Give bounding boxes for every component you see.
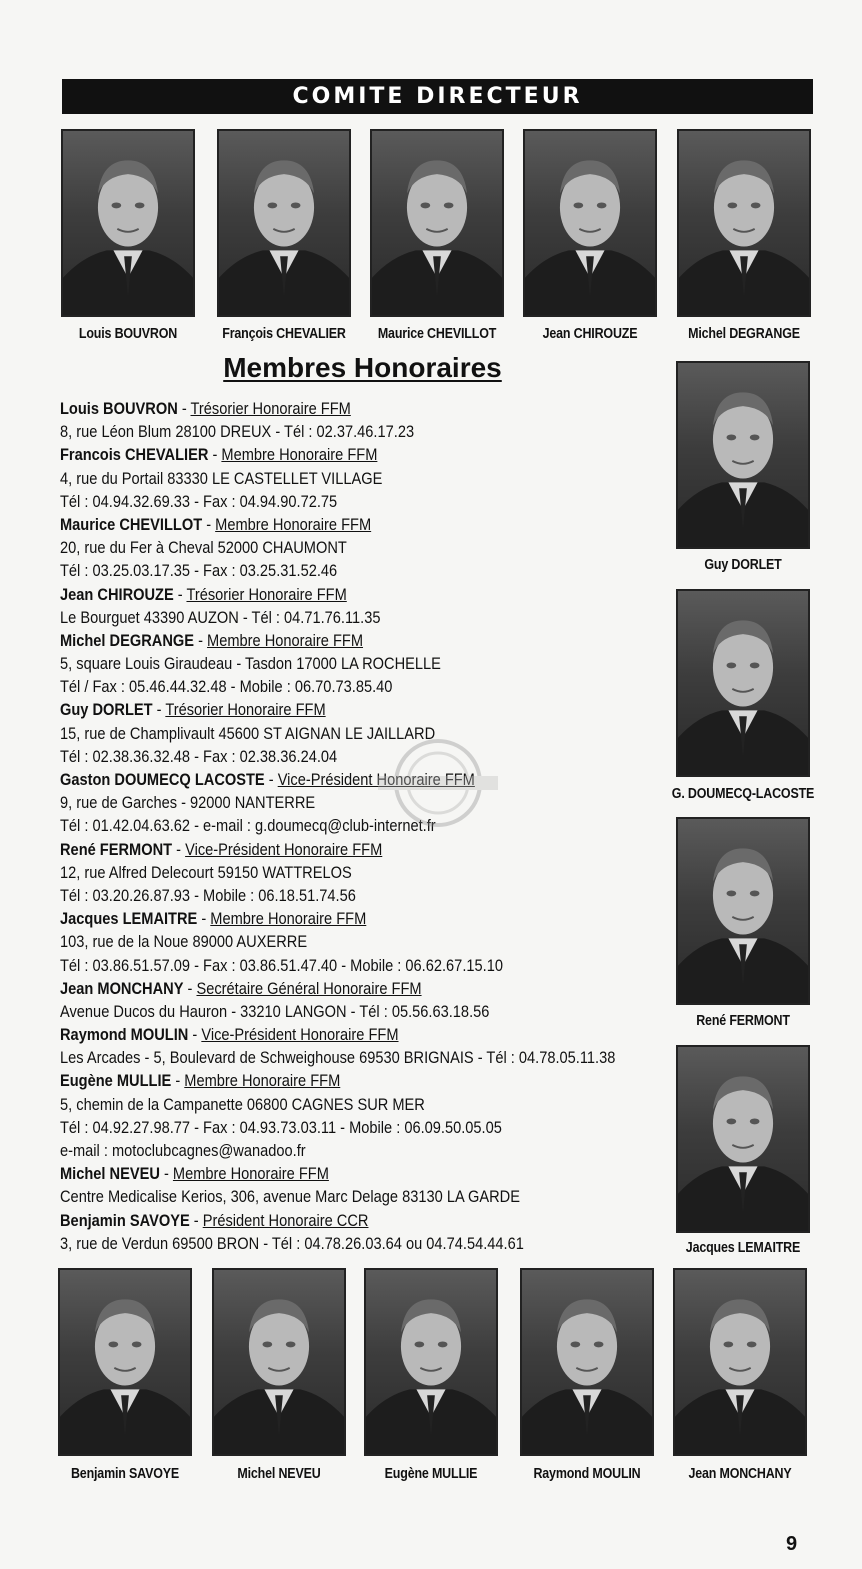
photo-caption: Jacques LEMAITRE [685,1240,801,1256]
portrait-photo [677,129,811,317]
member-header [60,1209,610,1232]
member-separator: - [183,978,197,998]
portrait-silhouette-icon [522,1270,652,1454]
member-role: Membre Honoraire FFM [172,1164,329,1184]
portrait-silhouette-icon [63,131,193,315]
member-role: Membre Honoraire FFM [207,630,364,650]
member-contact-line: 5, chemin de la Campanette 06800 CAGNES SUR MER [60,1094,425,1114]
member-contact-line: e-mail : motoclubcagnes@wanadoo.fr [60,1141,306,1160]
portrait-photo [370,129,504,317]
portrait-photo [61,129,195,317]
member-contact-line: 103, rue de la Noue 89000 AUXERRE [60,932,308,952]
member-header [60,1162,610,1185]
photo-caption: Jean MONCHANY [688,1466,792,1482]
member-contact-line: Le Bourguet 43390 AUZON - Tél : 04.71.76.11.35 [60,607,381,627]
member-role: Membre Honoraire FFM [184,1071,341,1091]
section-title: Membres Honoraires [223,352,502,383]
member-separator: - [264,770,278,789]
member-contact-line: Tél : 04.94.32.69.33 - Fax : 04.94.90.72.75 [60,491,338,511]
member-role: Membre Honoraire FFM [221,445,378,465]
member-separator: - [177,399,191,418]
member-header [60,583,610,606]
member-role: Vice-Président Honoraire FFM [277,770,475,789]
member-contact-line: Avenue Ducos du Hauron - 33210 LANGON - Tél : 05.56.63.18.56 [60,1001,490,1021]
member-separator: - [208,445,222,465]
page-number: 9 [786,1533,798,1555]
member-name: Raymond MOULIN [60,1025,189,1045]
member-contact-line: Tél : 03.20.26.87.93 - Mobile : 06.18.51.74.56 [60,885,356,905]
member-role: Trésorier Honoraire FFM [165,700,326,720]
member-separator: - [197,909,211,929]
member-contact-line: 20, rue du Fer à Cheval 52000 CHAUMONT [60,538,347,558]
portrait-photo [523,129,657,317]
member-name: Francois CHEVALIER [60,445,209,465]
portrait-photo [520,1268,654,1456]
member-role: Trésorier Honoraire FFM [190,399,351,418]
photo-caption: G. DOUMECQ-LACOSTE [671,786,815,802]
portrait-silhouette-icon [219,131,349,315]
member-header [60,838,610,861]
member-role: Membre Honoraire FFM [210,909,367,929]
member-name: Jacques LEMAITRE [60,909,198,929]
member-name: Michel DEGRANGE [60,630,195,650]
photo-caption: Maurice CHEVILLOT [377,326,497,342]
member-header [60,907,610,930]
member-contact-line: Tél : 01.42.04.63.62 - e-mail : g.doumecq@club-internet.fr [60,816,436,836]
member-header [60,1023,610,1046]
portrait-silhouette-icon [366,1270,496,1454]
member-contact-line: 9, rue de Garches - 92000 NANTERRE [60,793,316,813]
photo-caption: Benjamin SAVOYE [70,1466,180,1482]
member-name: Guy DORLET [60,700,153,720]
photo-caption: Eugène MULLIE [384,1466,478,1482]
member-role: Vice-Président Honoraire FFM [201,1025,399,1045]
member-contact-line: Tél : 04.92.27.98.77 - Fax : 04.93.73.03.11 - Mobile : 06.09.50.05.05 [60,1117,502,1137]
member-header [60,698,610,721]
member-separator: - [202,514,216,534]
member-header [60,1069,610,1092]
portrait-silhouette-icon [214,1270,344,1454]
member-role: Vice-Président Honoraire FFM [185,839,383,859]
member-separator: - [152,700,166,720]
member-contact-line: 4, rue du Portail 83330 LE CASTELLET VILLAGE [60,468,383,488]
portrait-silhouette-icon [679,131,809,315]
member-separator: - [189,1210,203,1230]
member-separator: - [171,1071,185,1091]
portrait-photo [212,1268,346,1456]
member-name: Maurice CHEVILLOT [60,514,203,534]
member-separator: - [173,584,187,604]
member-contact-line: 5, square Louis Giraudeau - Tasdon 17000 LA ROCHELLE [60,654,441,674]
member-contact-line: 8, rue Léon Blum 28100 DREUX - Tél : 02.37.46.17.23 [60,422,415,442]
member-separator: - [188,1025,202,1045]
member-role: Membre Honoraire FFM [215,514,372,534]
photo-caption: Raymond MOULIN [533,1466,641,1482]
member-name: Jean MONCHANY [60,978,184,998]
member-header [60,513,610,536]
member-contact-line: Tél / Fax : 05.46.44.32.48 - Mobile : 06.70.73.85.40 [60,677,393,697]
portrait-silhouette-icon [675,1270,805,1454]
member-contact-line: 3, rue de Verdun 69500 BRON - Tél : 04.78.26.03.64 ou 04.74.54.44.61 [60,1233,524,1253]
portrait-photo [217,129,351,317]
member-name: Louis BOUVRON [60,399,178,418]
member-name: Gaston DOUMECQ LACOSTE [60,770,265,789]
watermark-logo-icon [368,728,508,838]
photo-caption: Louis BOUVRON [78,326,178,342]
portrait-photo [364,1268,498,1456]
photo-caption: René FERMONT [696,1013,790,1029]
member-name: Eugène MULLIE [60,1071,172,1091]
member-header [60,768,610,791]
photo-caption: Michel NEVEU [237,1466,321,1482]
banner-title: COMITE DIRECTEUR [62,79,813,114]
photo-caption: Michel DEGRANGE [688,326,800,342]
member-separator: - [172,839,186,859]
member-name: Jean CHIROUZE [60,584,174,604]
member-separator: - [159,1164,173,1184]
member-role: Secrétaire Général Honoraire FFM [196,978,422,998]
portrait-photo [673,1268,807,1456]
member-contact-line: 15, rue de Champlivault 45600 ST AIGNAN LE JAILLARD [60,723,436,743]
member-name: Benjamin SAVOYE [60,1210,190,1230]
member-contact-line: Centre Medicalise Kerios, 306, avenue Marc Delage 83130 LA GARDE [60,1187,520,1207]
member-contact-line: Tél : 03.25.03.17.35 - Fax : 03.25.31.52.46 [60,561,338,581]
member-contact-line: Tél : 03.86.51.57.09 - Fax : 03.86.51.47.40 - Mobile : 06.62.67.15.10 [60,955,503,975]
member-contact-line: 12, rue Alfred Delecourt 59150 WATTRELOS [60,862,352,882]
member-contact-line: Les Arcades - 5, Boulevard de Schweighouse 69530 BRIGNAIS - Tél : 04.78.05.11.38 [60,1048,616,1068]
photo-caption: Guy DORLET [704,557,782,573]
member-header [60,397,610,420]
member-name: René FERMONT [60,839,173,859]
portrait-photo [58,1268,192,1456]
photo-caption: François CHEVALIER [222,326,346,342]
member-role: Trésorier Honoraire FFM [186,584,347,604]
portrait-silhouette-icon [525,131,655,315]
member-role: Président Honoraire CCR [202,1210,369,1230]
member-header [60,629,610,652]
member-name: Michel NEVEU [60,1164,160,1184]
member-header [60,443,610,466]
member-contact-line: Tél : 02.38.36.32.48 - Fax : 02.38.36.24.04 [60,746,338,766]
member-separator: - [194,630,208,650]
member-header [60,977,610,1000]
photo-caption: Jean CHIROUZE [542,326,638,342]
portrait-silhouette-icon [372,131,502,315]
portrait-silhouette-icon [60,1270,190,1454]
